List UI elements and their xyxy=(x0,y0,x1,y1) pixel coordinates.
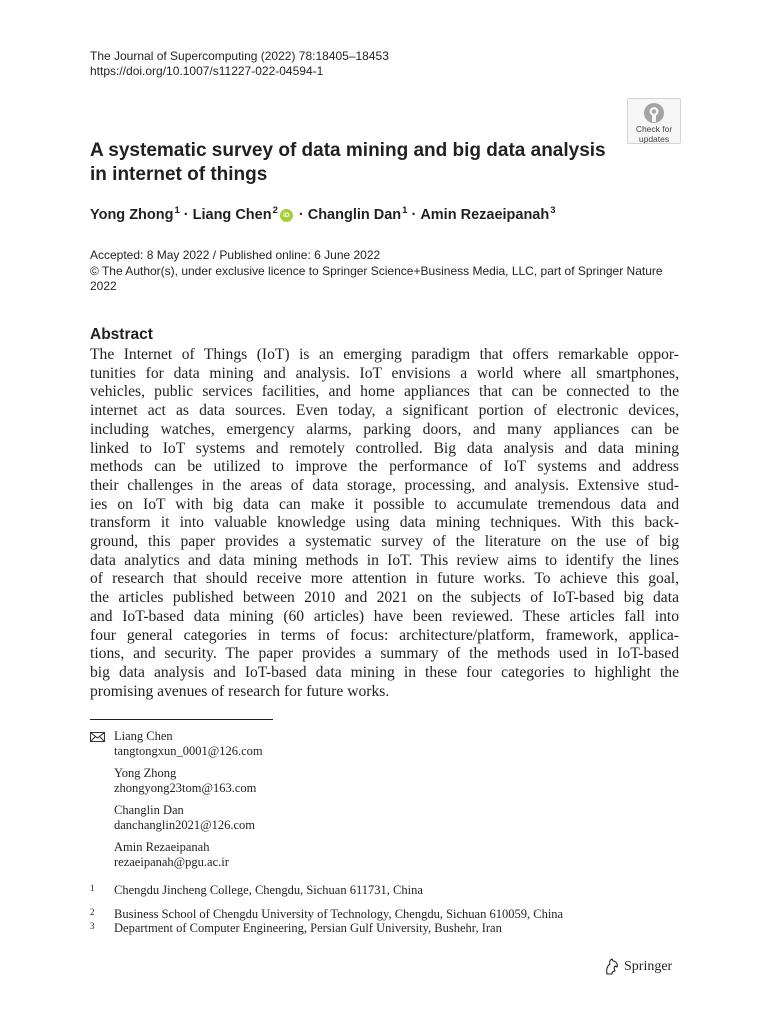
author-name[interactable]: Changlin Dan xyxy=(307,207,402,223)
affiliation-text: Chengdu Jincheng College, Chengdu, Sichuan 611731, China xyxy=(114,883,423,897)
publication-info xyxy=(90,248,690,295)
affiliations xyxy=(90,883,563,936)
title-line-2: in internet of things xyxy=(90,164,268,185)
crossmark-icon xyxy=(643,102,665,124)
springer-horse-icon xyxy=(604,958,620,976)
affiliation-entry xyxy=(90,921,563,936)
publication-dates: Accepted: 8 May 2022 / Published online: 6 June 2022 xyxy=(90,248,381,262)
abstract-line: four general categories in terms of focus: architecture/platform, framework, applica- xyxy=(90,626,679,644)
abstract-line: and IoT-based data mining (60 articles) have been reviewed. These articles fall into xyxy=(90,607,679,625)
abstract-line: including watches, emergency alarms, parking doors, and many appliances can be xyxy=(90,420,679,438)
contact-email[interactable]: rezaeipanah@pgu.ac.ir xyxy=(114,855,229,869)
contact-name: Amin Rezaeipanah xyxy=(114,840,210,854)
author-name[interactable]: Liang Chen xyxy=(192,207,272,223)
abstract-line: methods can be utilized to improve the performance of IoT systems and address xyxy=(90,458,679,476)
contact-entry xyxy=(90,729,263,759)
crossmark-badge[interactable] xyxy=(627,98,681,144)
author-list xyxy=(90,207,556,223)
abstract-line: promising avenues of research for future works. xyxy=(90,682,390,700)
contact-entry xyxy=(90,803,263,833)
affiliation-number: 1 xyxy=(90,883,95,893)
publisher-name: Springer xyxy=(624,959,673,974)
contact-entry xyxy=(90,766,263,796)
abstract-line: transform it into valuable knowledge using data mining techniques. With this back- xyxy=(90,514,679,532)
contact-name: Liang Chen xyxy=(114,729,173,743)
author-name[interactable]: Yong Zhong xyxy=(90,207,174,223)
abstract-line: of research that should receive more attention in future works. To achieve this goal, xyxy=(90,570,679,588)
abstract-line: linked to IoT systems and remotely controlled. Big data analysis and data mining xyxy=(90,439,679,457)
journal-header xyxy=(90,49,389,79)
abstract-heading: Abstract xyxy=(90,326,153,343)
abstract-line: tunities for data mining and analysis. IoT envisions a world where all smartphones, xyxy=(90,364,679,382)
contact-name: Yong Zhong xyxy=(114,766,177,780)
abstract-line: their challenges in the areas of data storage, processing, and analysis. Extensive stud- xyxy=(90,476,679,494)
author-affiliation-ref: 3 xyxy=(550,205,556,216)
affiliation-number: 2 xyxy=(90,906,95,917)
abstract-line: data analytics and data mining methods in IoT. This review aims to identify the lines xyxy=(90,551,679,569)
abstract-line: internet act as data sources. Even today, a significant portion of electronic devices, xyxy=(90,402,679,420)
contact-email[interactable]: danchanglin2021@126.com xyxy=(114,818,255,832)
contact-email[interactable]: zhongyong23tom@163.com xyxy=(114,781,257,795)
author-contacts xyxy=(90,729,263,877)
author-affiliation-ref: 1 xyxy=(402,205,408,216)
abstract-line: big data analysis and IoT-based data mining in these four categories to highlight the xyxy=(90,663,679,681)
contact-entry xyxy=(90,840,263,870)
affiliation-entry xyxy=(90,883,563,898)
paper-title xyxy=(90,139,606,187)
journal-citation: The Journal of Supercomputing (2022) 78:18405–18453 xyxy=(90,49,389,63)
doi-link[interactable]: https://doi.org/10.1007/s11227-022-04594-1 xyxy=(90,64,324,78)
abstract-line: the articles published between 2010 and 2021 on the subjects of IoT-based big data xyxy=(90,589,679,607)
contact-email[interactable]: tangtongxun_0001@126.com xyxy=(114,744,263,758)
springer-logo xyxy=(604,958,672,976)
author-name[interactable]: Amin Rezaeipanah xyxy=(420,207,550,223)
abstract-line: The Internet of Things (IoT) is an emerging paradigm that offers remarkable oppor- xyxy=(90,346,679,363)
abstract-line: vehicles, public services facilities, and home appliances that can be connected to the xyxy=(90,383,679,401)
contact-name: Changlin Dan xyxy=(114,803,184,817)
abstract-line: ies on IoT with big data can make it possible to accumulate tremendous data and xyxy=(90,495,679,513)
title-line-1: A systematic survey of data mining and big data analysis xyxy=(90,140,606,161)
abstract-text xyxy=(90,346,679,701)
abstract-line: ground, this paper provides a systematic survey of the literature on the use of big xyxy=(90,533,679,551)
abstract-line: tions, and security. The paper provides a summary of the methods used in IoT-based xyxy=(90,645,679,663)
copyright-notice: © The Author(s), under exclusive licence to Springer Science+Business Media, LLC, part of Springer Nature 2022 xyxy=(90,263,663,293)
affiliation-text: Department of Computer Engineering, Persian Gulf University, Bushehr, Iran xyxy=(114,921,502,935)
author-affiliation-ref: 1 xyxy=(174,205,180,216)
author-separator: · xyxy=(411,207,417,223)
crossmark-label-1: Check for xyxy=(635,124,673,134)
orcid-icon[interactable]: iD xyxy=(280,209,293,222)
envelope-icon xyxy=(90,732,105,742)
crossmark-label-2: updates xyxy=(638,133,670,144)
affiliation-number: 3 xyxy=(90,921,95,931)
affiliation-text: Business School of Chengdu University of Technology, Chengdu, Sichuan 610059, China xyxy=(114,906,564,921)
footnote-divider xyxy=(90,719,273,720)
author-separator: · xyxy=(183,207,189,223)
author-separator: · xyxy=(298,207,304,223)
affiliation-entry xyxy=(90,907,563,922)
author-affiliation-ref: 2 xyxy=(272,205,278,216)
